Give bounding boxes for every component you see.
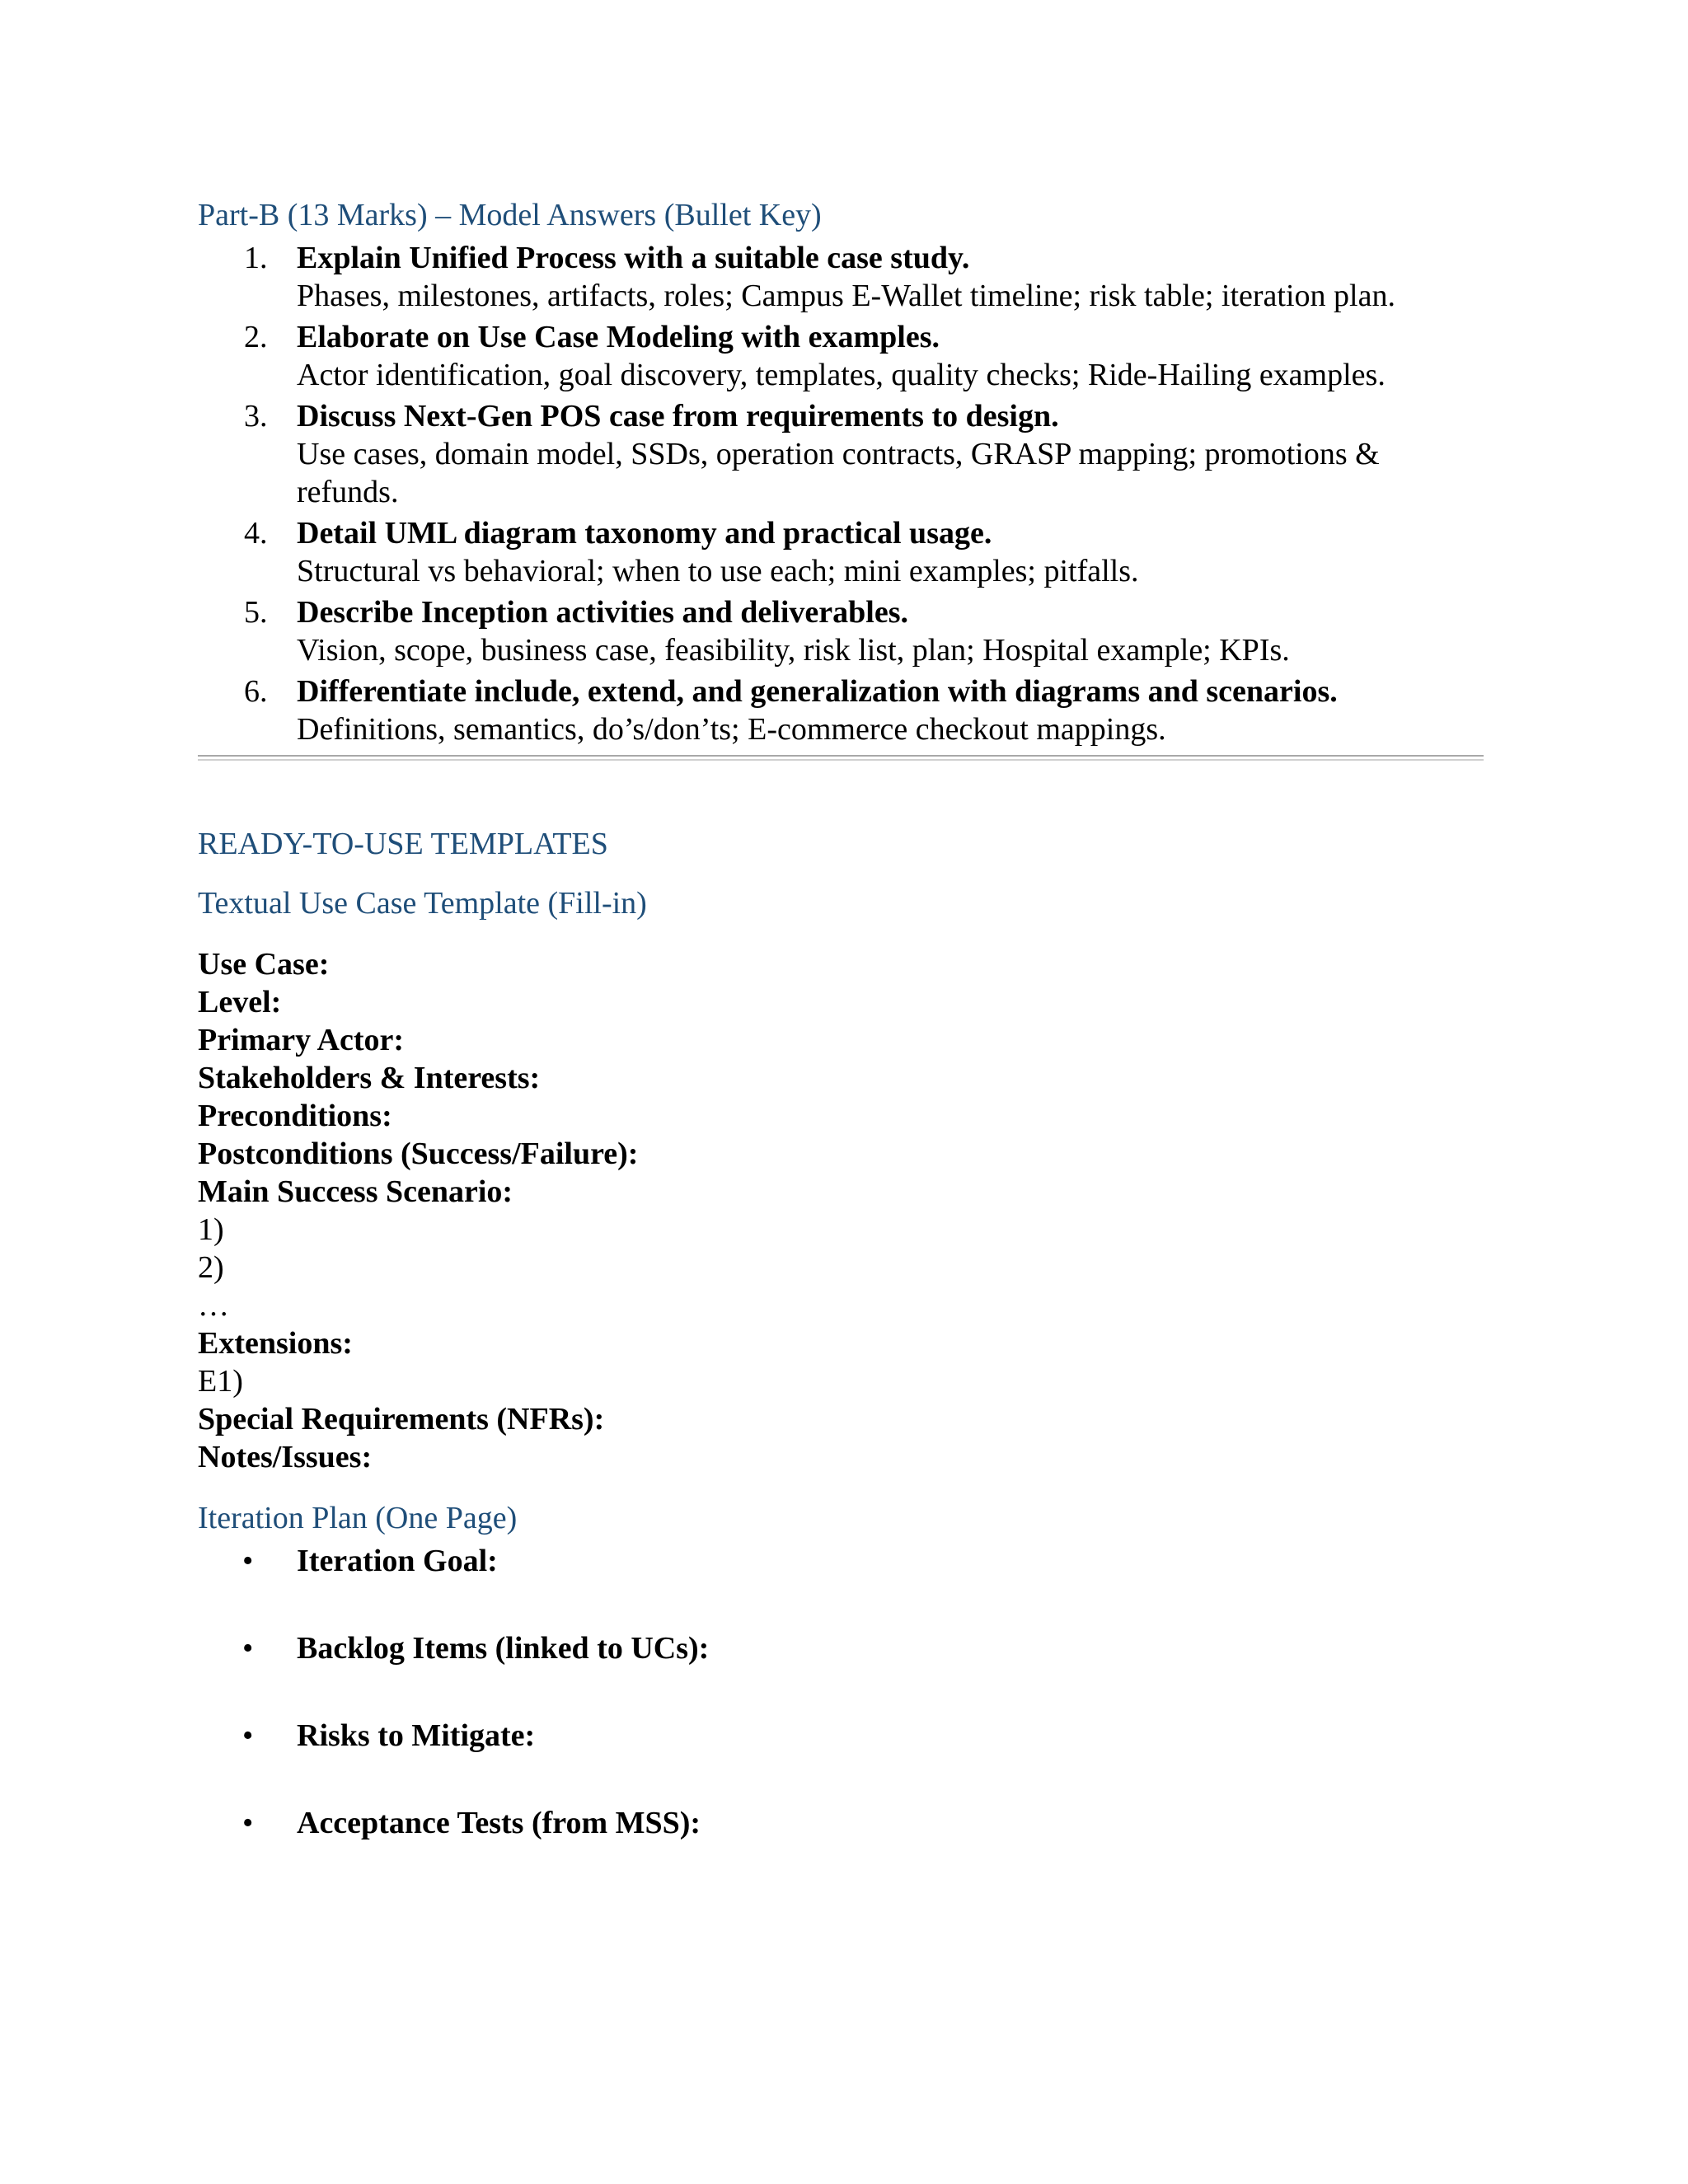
template-step: E1) — [198, 1364, 243, 1399]
list-item — [198, 593, 1484, 669]
answer-key-text: Actor identification, goal discovery, templates, quality checks; Ride-Hailing examples. — [297, 358, 1386, 392]
template-field: Notes/Issues: — [198, 1440, 373, 1474]
item-number: 1. — [244, 241, 268, 275]
bullet-icon: • — [242, 1718, 254, 1753]
question-text: Detail UML diagram taxonomy and practical usage. — [297, 516, 992, 551]
list-item — [198, 397, 1484, 511]
list-item — [198, 1804, 1484, 1842]
answer-key-text: Phases, milestones, artifacts, roles; Campus E-Wallet timeline; risk table; iteration plan. — [297, 279, 1395, 313]
template-field: Stakeholders & Interests: — [198, 1061, 541, 1095]
template-field: Postconditions (Success/Failure): — [198, 1137, 639, 1171]
template-field: Use Case: — [198, 947, 330, 982]
list-item — [198, 514, 1484, 590]
templates-heading: READY-TO-USE TEMPLATES — [198, 827, 608, 861]
plan-item-label: Backlog Items (linked to UCs): — [297, 1631, 710, 1666]
bullet-icon: • — [242, 1544, 254, 1578]
bullet-icon: • — [242, 1806, 254, 1840]
question-text: Elaborate on Use Case Modeling with examples. — [297, 320, 940, 354]
template-field: Primary Actor: — [198, 1023, 405, 1057]
item-number: 4. — [244, 516, 268, 551]
list-item — [198, 318, 1484, 394]
textual-use-case-heading: Textual Use Case Template (Fill-in) — [198, 886, 647, 921]
question-text: Discuss Next-Gen POS case from requirements to design. — [297, 399, 1059, 434]
list-item — [198, 1542, 1484, 1580]
horizontal-divider — [198, 755, 1484, 761]
question-text: Explain Unified Process with a suitable case study. — [297, 241, 970, 275]
plan-item-label: Risks to Mitigate: — [297, 1718, 536, 1753]
part-b-answer-list — [198, 239, 1484, 748]
question-text: Differentiate include, extend, and generalization with diagrams and scenarios. — [297, 674, 1338, 709]
answer-key-text: Definitions, semantics, do’s/don’ts; E-commerce checkout mappings. — [297, 712, 1166, 747]
use-case-template — [198, 945, 1484, 1476]
item-number: 6. — [244, 674, 268, 709]
template-step: … — [198, 1288, 229, 1323]
answer-key-text: Structural vs behavioral; when to use each; mini examples; pitfalls. — [297, 554, 1139, 588]
template-step: 1) — [198, 1212, 224, 1247]
template-field: Main Success Scenario: — [198, 1174, 513, 1209]
item-number: 3. — [244, 399, 268, 434]
item-number: 2. — [244, 320, 268, 354]
plan-item-label: Iteration Goal: — [297, 1544, 498, 1578]
item-number: 5. — [244, 595, 268, 630]
template-field: Preconditions: — [198, 1099, 392, 1133]
part-b-heading: Part-B (13 Marks) – Model Answers (Bullet Key) — [198, 198, 822, 232]
template-field: Special Requirements (NFRs): — [198, 1402, 605, 1436]
question-text: Describe Inception activities and deliverables. — [297, 595, 908, 630]
template-step: 2) — [198, 1250, 224, 1285]
template-field: Level: — [198, 985, 282, 1019]
list-item — [198, 673, 1484, 748]
list-item — [198, 1717, 1484, 1755]
iteration-plan-list — [198, 1542, 1484, 1842]
template-field: Extensions: — [198, 1326, 353, 1361]
answer-key-text: Vision, scope, business case, feasibility, risk list, plan; Hospital example; KPIs. — [297, 633, 1290, 668]
document-page — [198, 196, 1484, 1891]
plan-item-label: Acceptance Tests (from MSS): — [297, 1806, 701, 1840]
list-item — [198, 239, 1484, 315]
list-item — [198, 1629, 1484, 1667]
bullet-icon: • — [242, 1631, 254, 1666]
iteration-plan-heading: Iteration Plan (One Page) — [198, 1501, 518, 1535]
answer-key-text: Use cases, domain model, SSDs, operation contracts, GRASP mapping; promotions & refunds. — [297, 437, 1380, 509]
